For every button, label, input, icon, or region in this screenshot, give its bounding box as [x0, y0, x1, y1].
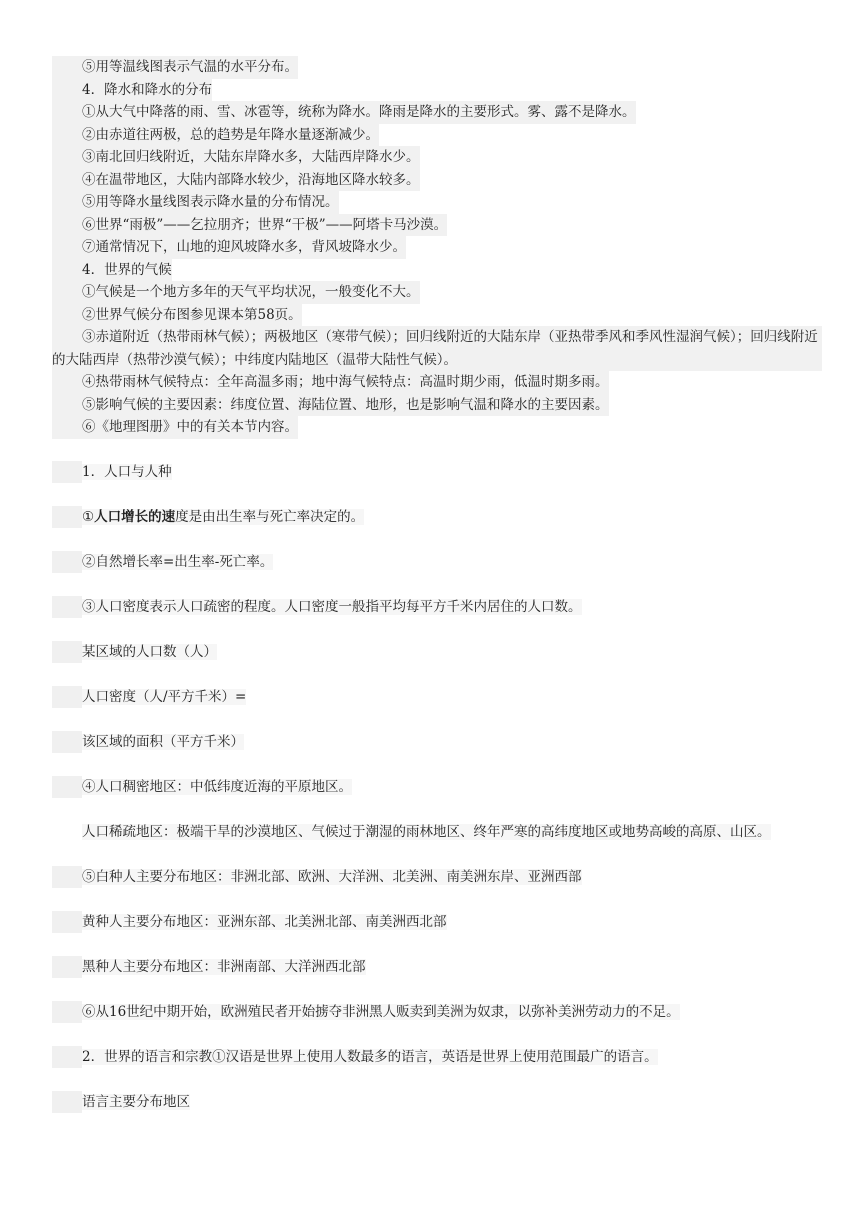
text-line: ④在温带地区，大陆内部降水较少，沿海地区降水较多。 [52, 169, 822, 192]
text-line: ⑤用等温线图表示气温的水平分布。 [52, 56, 822, 79]
text-line: ②由赤道往两极，总的趋势是年降水量逐渐减少。 [52, 124, 822, 147]
text-line: ④热带雨林气候特点：全年高温多雨；地中海气候特点：高温时期少雨，低温时期多雨。 [52, 371, 822, 394]
text-line: ⑥世界“雨极”——乞拉朋齐；世界“干极”——阿塔卡马沙漠。 [52, 214, 822, 237]
text-line: ③人口密度表示人口疏密的程度。人口密度一般指平均每平方千米内居住的人口数。 [52, 596, 822, 618]
text-line: 语言主要分布地区 [52, 1091, 822, 1113]
formula-numerator: 某区域的人口数（人） [52, 641, 822, 663]
formula-denominator: 该区域的面积（平方千米） [52, 731, 822, 753]
section-heading: 4．世界的气候 [52, 259, 822, 282]
text-line: ⑥从16世纪中期开始，欧洲殖民者开始掳夺非洲黑人贩卖到美洲为奴隶，以弥补美洲劳动力的不足。 [52, 1001, 822, 1023]
text-line: ⑤白种人主要分布地区：非洲北部、欧洲、大洋洲、北美洲、南美洲东岸、亚洲西部 [52, 866, 822, 888]
text-line: ⑦通常情况下，山地的迎风坡降水多，背风坡降水少。 [52, 236, 822, 259]
text-line: ③南北回归线附近，大陆东岸降水多，大陆西岸降水少。 [52, 146, 822, 169]
text-line: ⑤影响气候的主要因素：纬度位置、海陆位置、地形，也是影响气温和降水的主要因素。 [52, 394, 822, 417]
text-line: 黑种人主要分布地区：非洲南部、大洋洲西北部 [52, 956, 822, 978]
text-line: ⑤用等降水量线图表示降水量的分布情况。 [52, 191, 822, 214]
population-section [52, 461, 822, 1113]
section-heading: 2．世界的语言和宗教①汉语是世界上使用人数最多的语言，英语是世界上使用范围最广的语言。 [52, 1046, 822, 1068]
text-line: ④人口稠密地区：中低纬度近海的平原地区。 [52, 776, 822, 798]
text-paragraph: 人口稀疏地区：极端干旱的沙漠地区、气候过于潮湿的雨林地区、终年严寒的高纬度地区或地势高峻的高原、山区。 [82, 823, 771, 840]
section-heading: 4．降水和降水的分布 [52, 79, 822, 102]
section-heading: 1．人口与人种 [52, 461, 822, 483]
text-paragraph: ③赤道附近（热带雨林气候）；两极地区（寒带气候）；回归线附近的大陆东岸（亚热带季风和季风性湿润气候）；回归线附近的大陆西岸（热带沙漠气候）；中纬度内陆地区（温带大陆性气候）。 [52, 326, 822, 371]
text-line: ①气候是一个地方多年的天气平均状况，一般变化不大。 [52, 281, 822, 304]
text-line: ②自然增长率=出生率-死亡率。 [52, 551, 822, 573]
text-line: ①从大气中降落的雨、雪、冰雹等，统称为降水。降雨是降水的主要形式。雾、露不是降水。 [52, 101, 822, 124]
document-body [52, 56, 822, 1113]
text-line: ①人口增长的速度是由出生率与死亡率决定的。 [52, 506, 822, 528]
text-line: ⑥《地理图册》中的有关本节内容。 [52, 416, 822, 439]
formula-label: 人口密度（人/平方千米）= [52, 686, 822, 708]
text-line: 黄种人主要分布地区：亚洲东部、北美洲北部、南美洲西北部 [52, 911, 822, 933]
climate-section [52, 56, 822, 439]
text-line: ②世界气候分布图参见课本第58页。 [52, 304, 822, 327]
